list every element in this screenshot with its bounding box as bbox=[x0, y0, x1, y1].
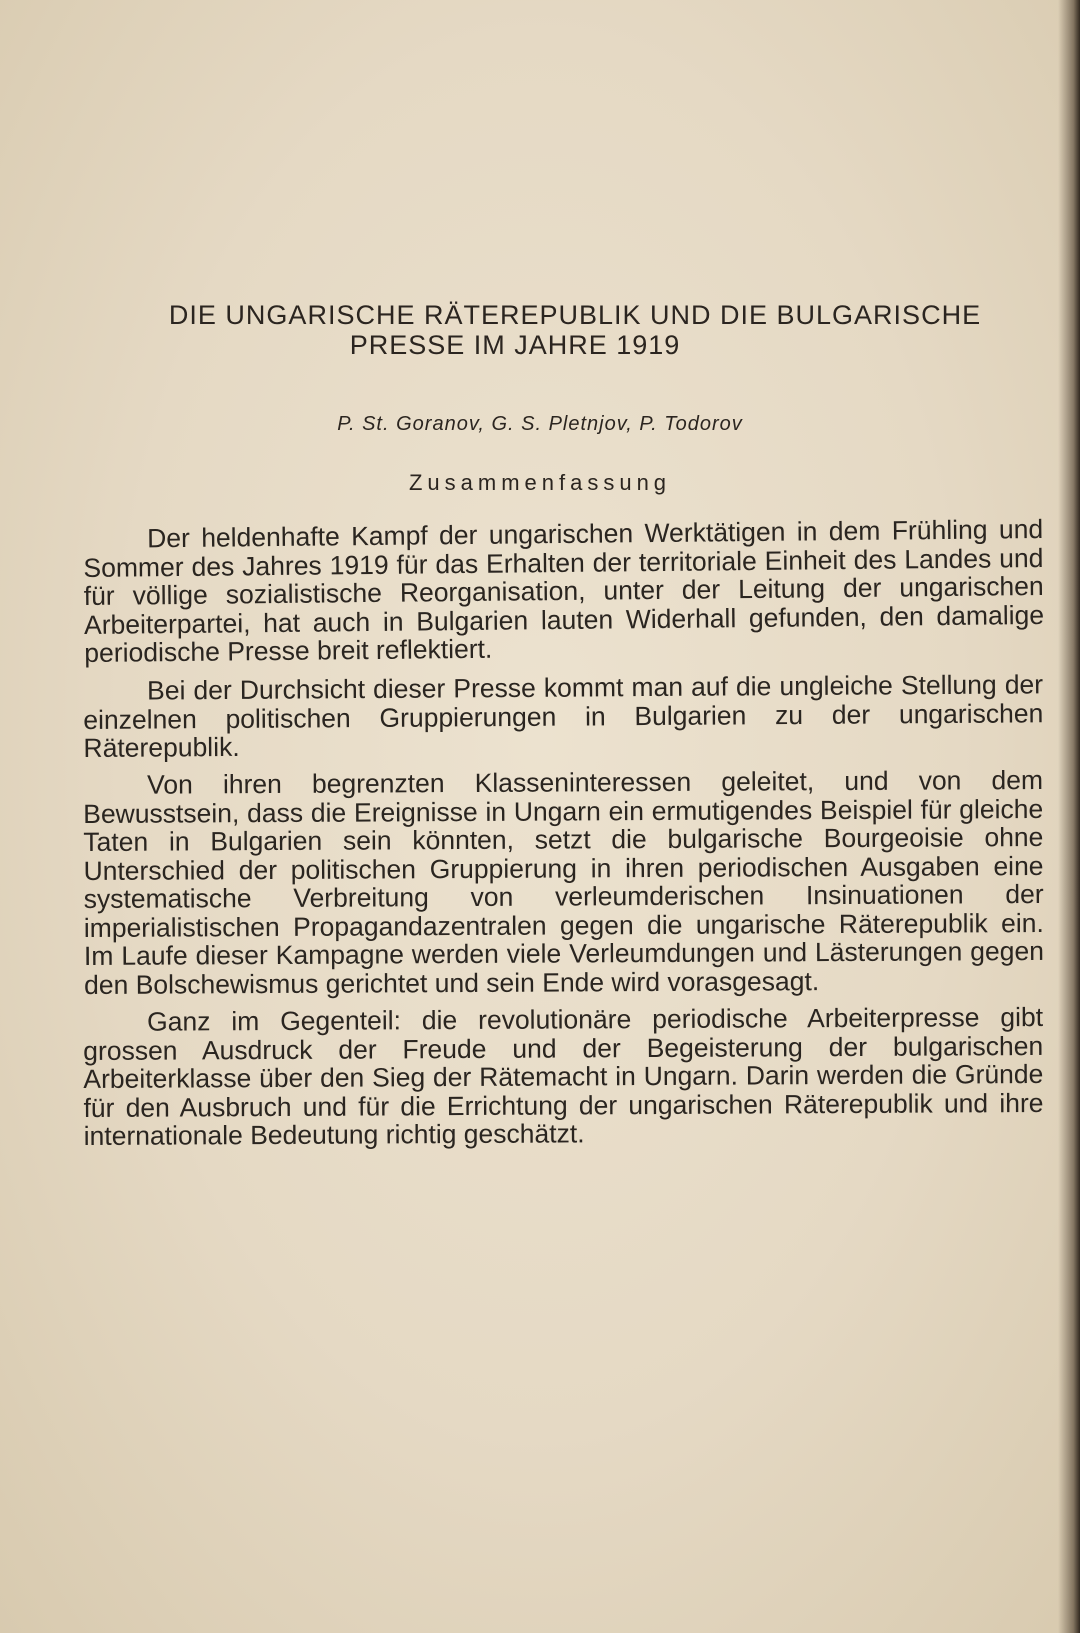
article-title-line-2: PRESSE IM JAHRE 1919 bbox=[349, 330, 681, 360]
summary-heading: Zusammenfassung bbox=[408, 470, 672, 495]
paragraph: Der heldenhafte Kampf der ungarischen Werktätigen in dem Frühling und Sommer des Jahres 1919 für das Erhalten der territoriale Einheit des Landes und für völlige sozialistische Reorganisation, unter der Leitung der ungarischen Arbeiterpartei, hat auch in Bulgarien lauten Widerhall gefunden, den damalige periodische Presse breit reflektiert. bbox=[83, 513, 1045, 668]
paragraph: Von ihren begrenzten Klasseninteressen geleitet, und von dem Bewusstsein, dass die Ereignisse in Ungarn ein ermutigendes Beispiel für gleiche Taten in Bulgarien sein könnten, setzt die bulgarische Bourgeoisie ohne Unterschied der politischen Gruppierung in ihren periodischen Ausgaben eine systematische Verbreitung von verleumderischen Insinuationen der imperialistischen Propagandazentralen gegen die ungarische Räterepublik ein. Im Laufe dieser Kampagne werden viele Verleumdungen und Lästerungen gegen den Bolschewismus gerichtet und sein Ende wird vorasgesagt. bbox=[83, 764, 1045, 1000]
paragraph: Ganz im Gegenteil: die revolutionäre periodische Arbeiterpresse gibt grossen Ausdruck der Freude und der Begeisterung der bulgarischen Arbeiterklasse über den Sieg der Rätemacht in Ungarn. Darin werden die Gründe für den Ausbruch und für die Errichtung der ungarischen Räterepublik und ihre internationale Bedeutung richtig geschätzt. bbox=[83, 1001, 1044, 1151]
summary-body bbox=[83, 513, 1045, 1160]
paragraph: Bei der Durchsicht dieser Presse kommt man auf die ungleiche Stellung der einzelnen politischen Gruppierungen in Bulgarien zu der ungarischen Räterepublik. bbox=[83, 668, 1044, 763]
article-authors: P. St. Goranov, G. S. Pletnjov, P. Todorov bbox=[337, 413, 743, 435]
article-title bbox=[110, 300, 1040, 360]
page-edge-shadow bbox=[1058, 0, 1080, 1633]
article-title-line-1: DIE UNGARISCHE RÄTEREPUBLIK UND DIE BULGARISCHE bbox=[168, 300, 982, 330]
